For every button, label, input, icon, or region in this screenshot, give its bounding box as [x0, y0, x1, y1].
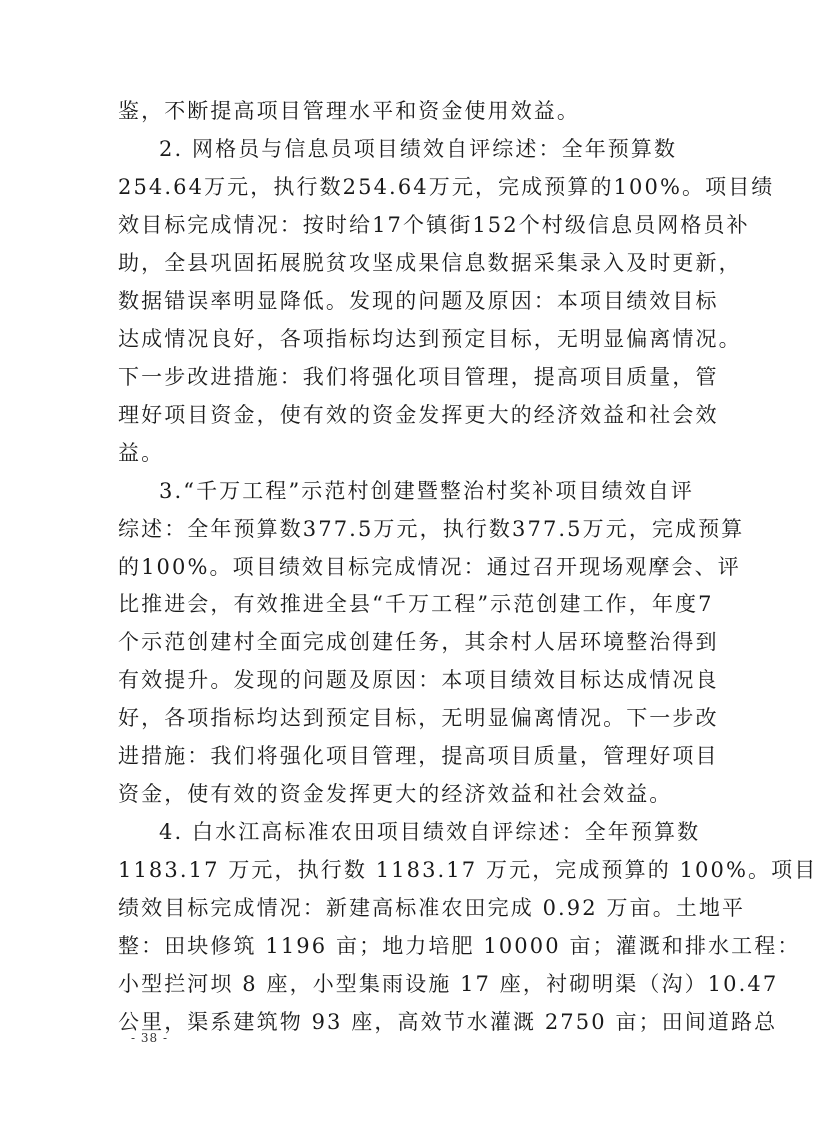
text-line-9: 理好项目资金，使有效的资金发挥更大的经济效益和社会效 — [118, 403, 719, 427]
text-line-3: 254.64万元，执行数254.64万元，完成预算的100%。项目绩 — [118, 175, 775, 199]
text-line-4: 效目标完成情况：按时给17个镇街152个村级信息员网格员补 — [118, 213, 750, 237]
text-line-16: 有效提升。发现的问题及原因：本项目绩效目标达成情况良 — [118, 668, 719, 692]
section-4-heading-line: 4. 白水江高标准农田项目绩效自评综述：全年预算数 — [159, 820, 701, 844]
text-line-23: 整：田块修筑 1196 亩；地力培肥 10000 亩；灌溉和排水工程： — [118, 934, 801, 958]
text-line-7: 达成情况良好，各项指标均达到预定目标，无明显偏离情况。 — [118, 327, 742, 351]
text-line-12: 综述：全年预算数377.5万元，执行数377.5万元，完成预算 — [118, 517, 745, 541]
text-line-10: 益。 — [118, 441, 165, 465]
text-line-18: 进措施：我们将强化项目管理，提高项目质量，管理好项目 — [118, 744, 719, 768]
text-line-15: 个示范创建村全面完成创建任务，其余村人居环境整治得到 — [118, 630, 719, 654]
section-3-heading-line: 3.“千万工程”示范村创建暨整治村奖补项目绩效自评 — [159, 479, 695, 503]
text-line-24: 小型拦河坝 8 座，小型集雨设施 17 座，衬砌明渠（沟）10.47 — [118, 972, 779, 996]
text-line-22: 绩效目标完成情况：新建高标准农田完成 0.92 万亩。土地平 — [118, 896, 746, 920]
text-line-17: 好，各项指标均达到预定目标，无明显偏离情况。下一步改 — [118, 706, 719, 730]
text-line-8: 下一步改进措施：我们将强化项目管理，提高项目质量，管 — [118, 365, 719, 389]
text-line-14: 比推进会，有效推进全县“千万工程”示范创建工作，年度7 — [118, 592, 714, 616]
text-line-21: 1183.17 万元，执行数 1183.17 万元，完成预算的 100%。项目 — [118, 858, 817, 882]
text-line-1: 鉴，不断提高项目管理水平和资金使用效益。 — [118, 99, 580, 123]
text-line-5: 助，全县巩固拓展脱贫攻坚成果信息数据采集录入及时更新， — [118, 251, 742, 275]
text-line-6: 数据错误率明显降低。发现的问题及原因：本项目绩效目标 — [118, 289, 719, 313]
text-line-13: 的100%。项目绩效目标完成情况：通过召开现场观摩会、评 — [118, 555, 741, 579]
page-number: - 38 - — [131, 1031, 169, 1045]
text-line-19: 资金，使有效的资金发挥更大的经济效益和社会效益。 — [118, 782, 673, 806]
text-line-25: 公里，渠系建筑物 93 座，高效节水灌溉 2750 亩；田间道路总 — [118, 1010, 778, 1034]
section-2-heading-line: 2. 网格员与信息员项目绩效自评综述：全年预算数 — [159, 137, 678, 161]
